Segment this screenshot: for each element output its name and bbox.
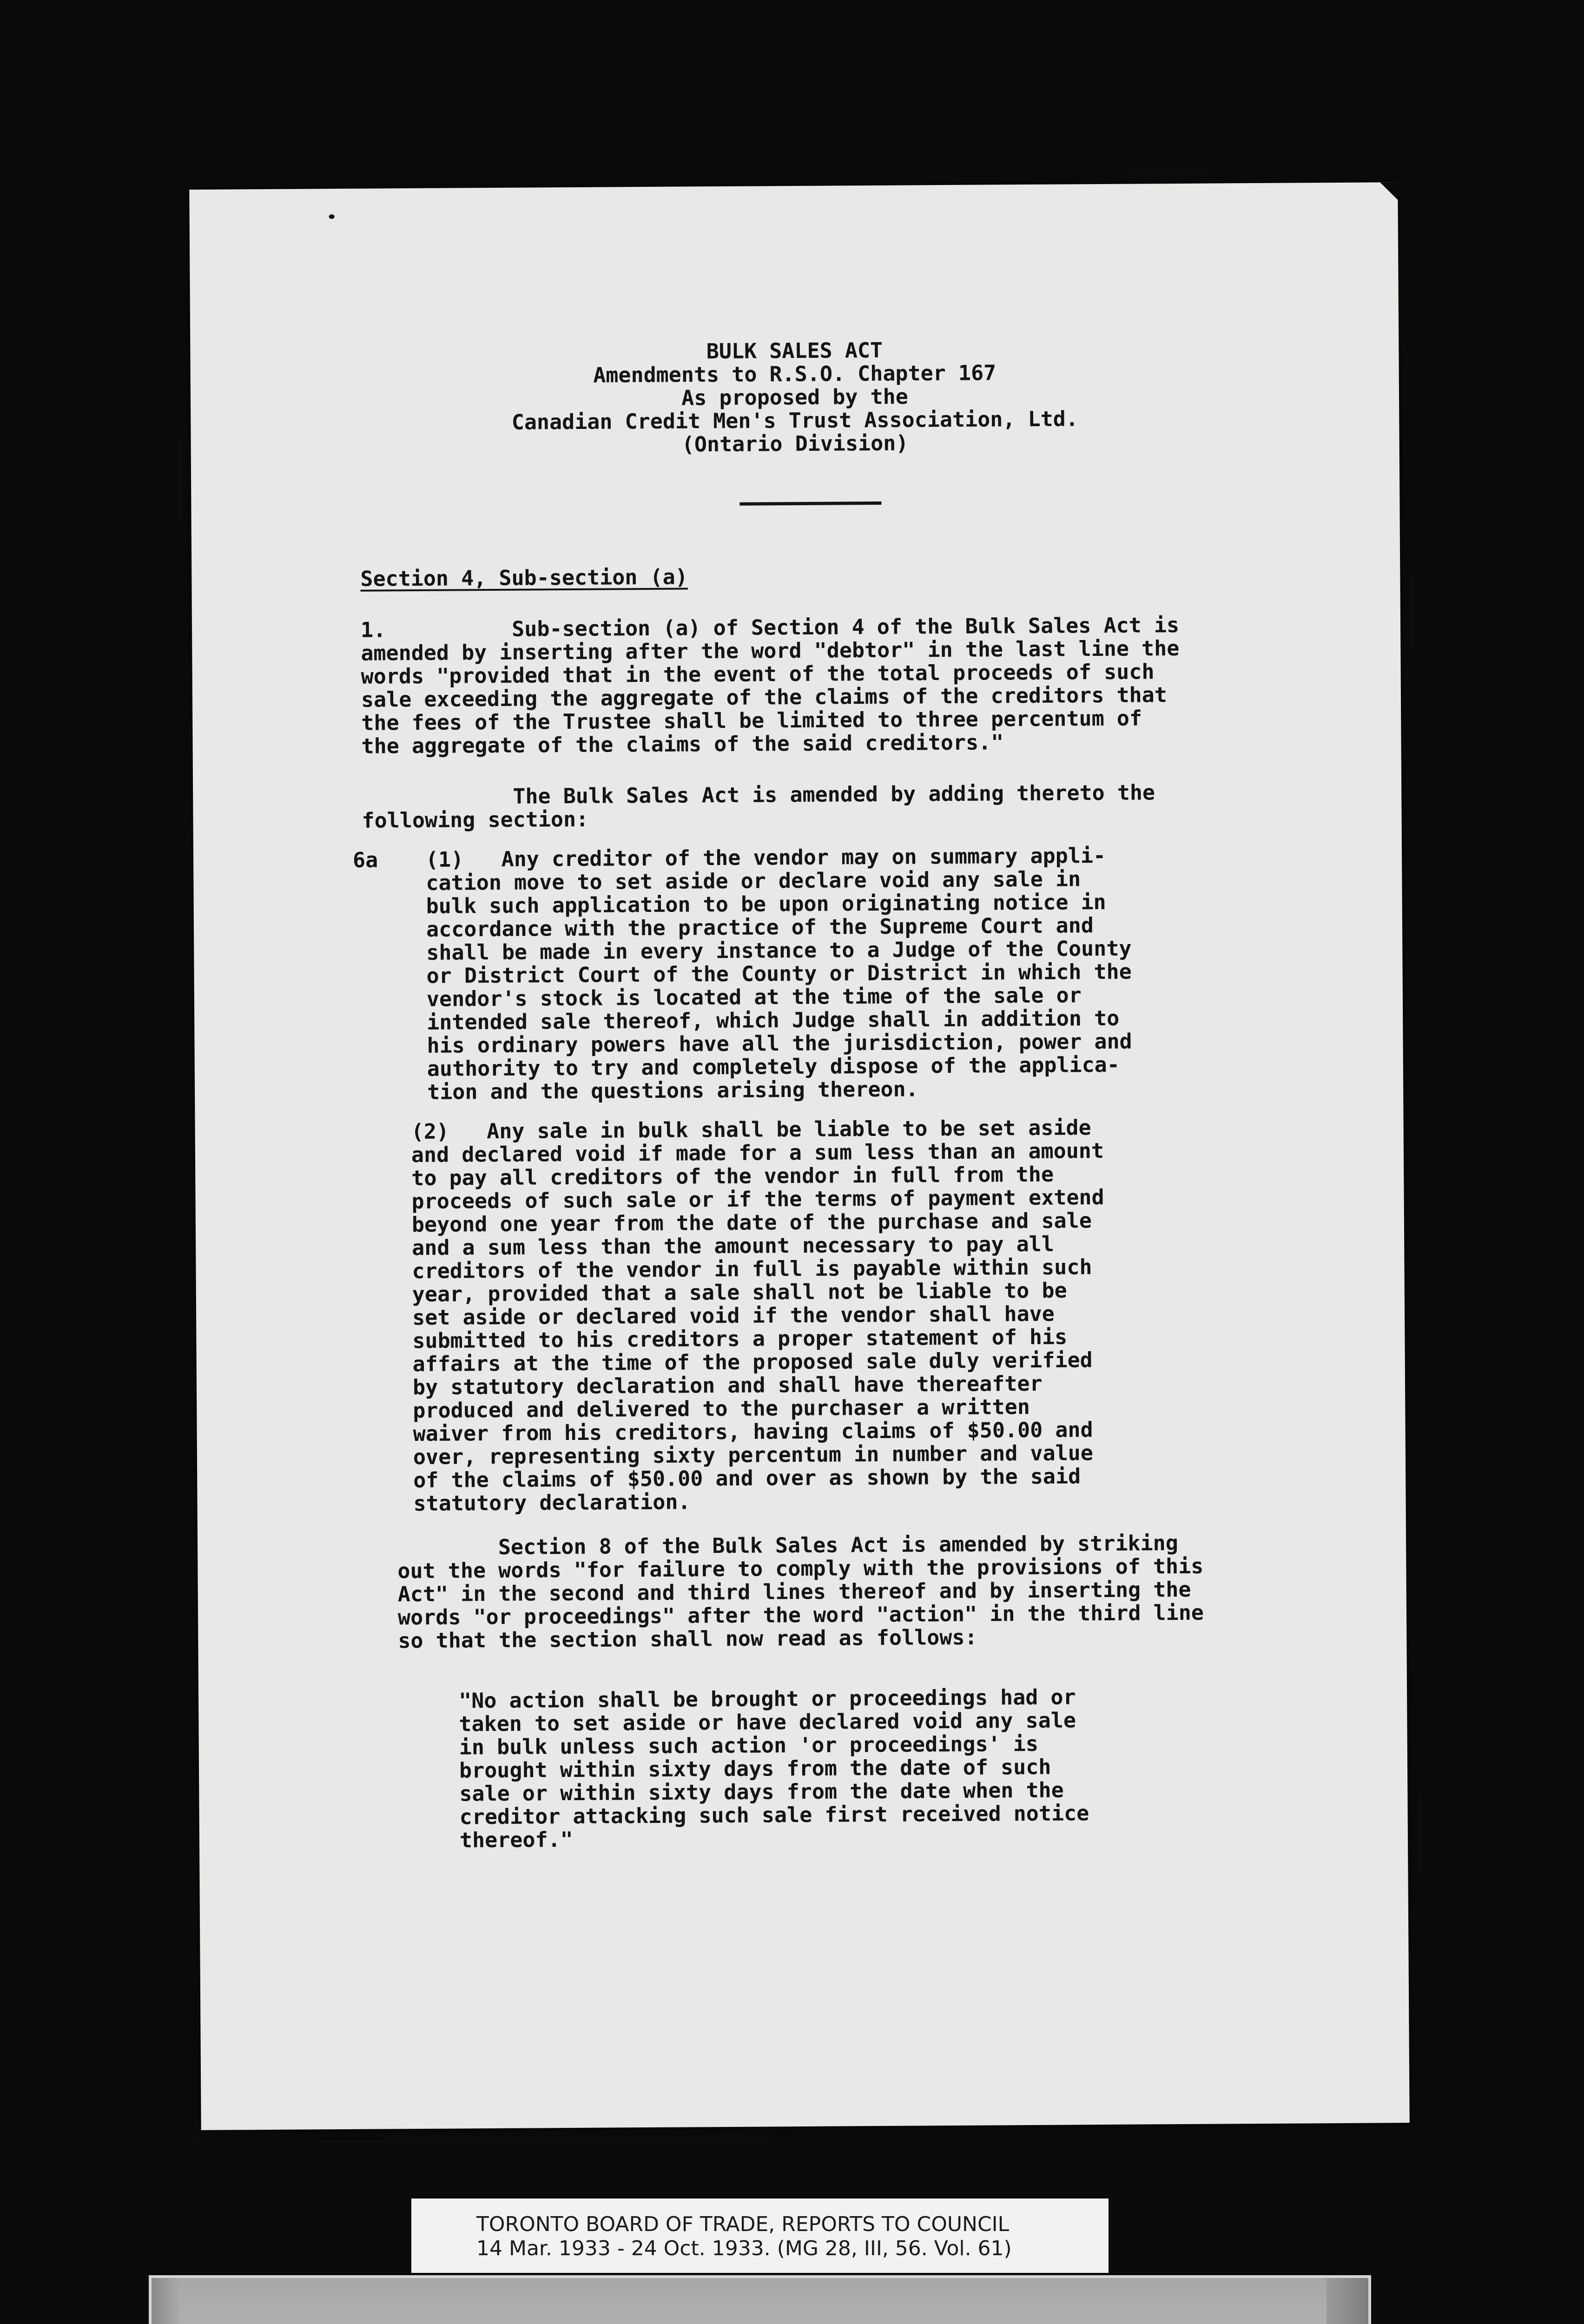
document-heading: BULK SALES ACT Amendments to R.S.O. Chapter 167 As proposed by the Canadian Credit Men's Trust Association, Ltd. (Ontario Division) — [511, 337, 1079, 457]
section-number: 6a — [352, 847, 378, 872]
document-page — [189, 182, 1409, 2130]
section-title: Section 4, Sub-section (a) — [360, 564, 688, 591]
archive-label-text: TORONTO BOARD OF TRADE, REPORTS TO COUNCIL 14 Mar. 1933 - 24 Oct. 1933. (MG 28, III, 56. Vol. 61) — [476, 2212, 1012, 2260]
card-edge-right — [1327, 2278, 1368, 2324]
paragraph-section-8: Section 8 of the Bulk Sales Act is amended by striking out the words "for failure to comply with the provisions of this Act" in the second and third lines thereof and by inserting the words "or proceedings" after the word "action" in the third line so that the section shall now read as follows: — [397, 1531, 1204, 1653]
heading-rule — [739, 502, 881, 506]
folded-corner — [1380, 182, 1399, 201]
quoted-section: "No action shall be brought or proceedings had or taken to set aside or have declared void any sale in bulk unless such action 'or proceedings' is brought within sixty days from the date of such sale or within sixty days from the date when the creditor attacking such sale first received notice thereof." — [458, 1684, 1089, 1853]
subsection-1: (1) Any creditor of the vendor may on summary appli- cation move to set aside or declare void any sale in bulk such application to be upon originating notice in accordance with the practice of the Supreme Court and shall be made in every instance to a Judge of the County or District Court of the County or District in which the vendor's stock is located at the time of the sale or intended sale thereof, which Judge shall in addition to his ordinary powers have all the jurisdiction, power and authority to try and completely dispose of the applica- tion and the questions arising thereon. — [425, 843, 1132, 1104]
card-edge-left — [152, 2278, 179, 2324]
archives-stamp-card — [149, 2275, 1371, 2324]
paragraph-2: The Bulk Sales Act is amended by adding thereto the following section: — [362, 780, 1155, 833]
paragraph-1: 1. Sub-section (a) of Section 4 of the Bulk Sales Act is amended by inserting after the word "debtor" in the last line the words "provided that in the event of the total proceeds of such sale exceeding the aggregate of the claims of the creditors that the fees of the Trustee shall be limited to three percentum of the aggregate of the claims of the said creditors." — [360, 612, 1180, 759]
archive-label-slip — [411, 2199, 1109, 2273]
ink-speck — [329, 214, 335, 219]
subsection-2: (2) Any sale in bulk shall be liable to be set aside and declared void if made for a sum less than an amount to pay all creditors of the vendor in full from the proceeds of such sale or if the terms of payment extend beyond one year from the date of the purchase and sale and a sum less than the amount necessary to pay all creditors of the vendor in full is payable within such year, provided that a sale shall not be liable to be set aside or declared void if the vendor shall have submitted to his creditors a proper statement of his affairs at the time of the proposed sale duly verified by statutory declaration and shall have thereafter produced and delivered to the purchaser a written waiver from his creditors, having claims of $50.00 and over, representing sixty percentum in number and value of the claims of $50.00 and over as shown by the said statutory declaration. — [411, 1115, 1104, 1516]
